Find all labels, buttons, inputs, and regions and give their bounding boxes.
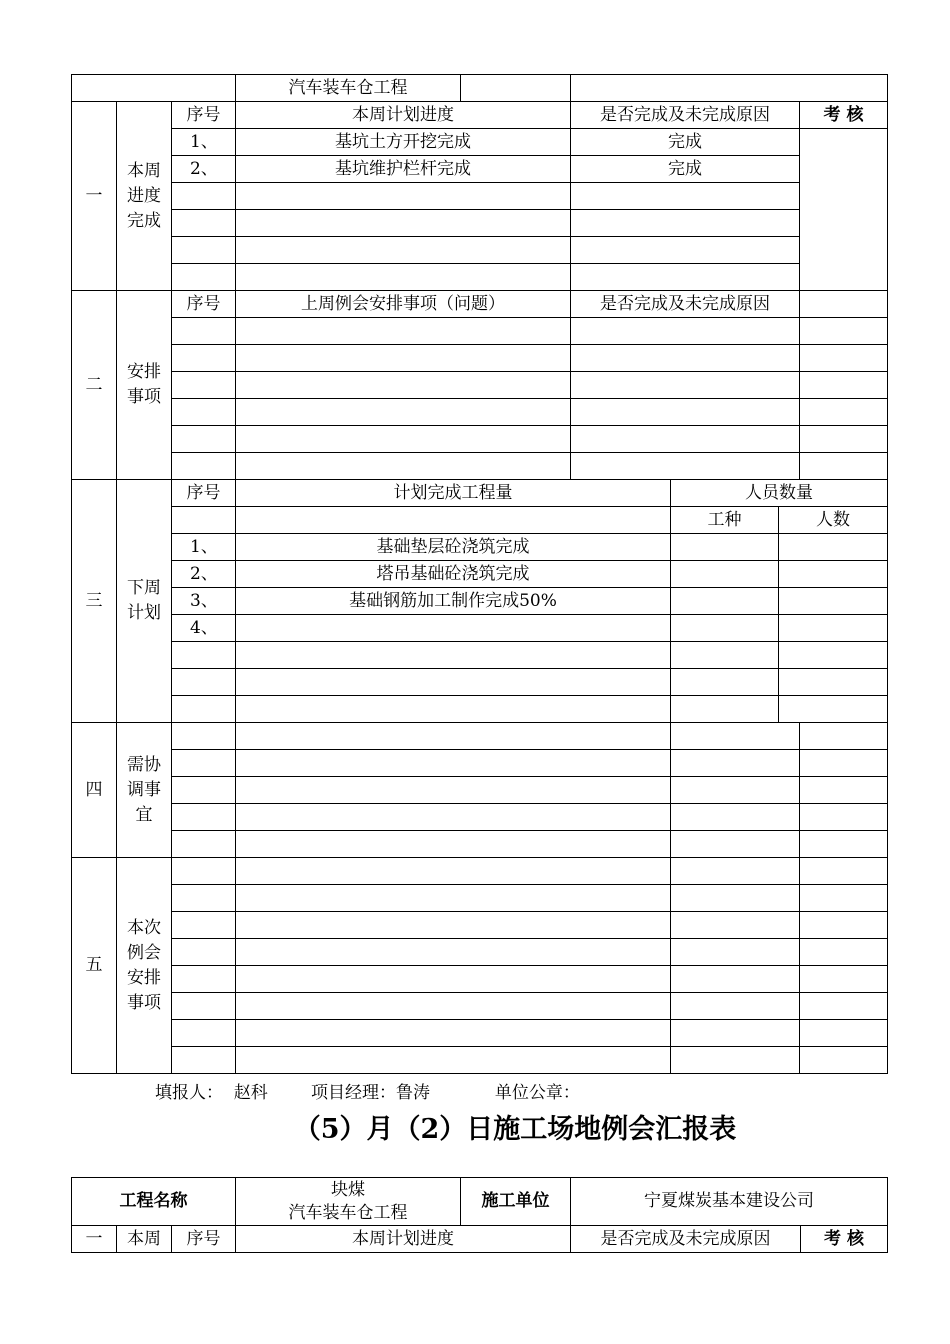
table-row <box>72 1020 888 1047</box>
section3-header-row <box>72 480 888 507</box>
section1-label: 本周 进度 完成 <box>117 102 172 291</box>
table-row <box>72 399 888 426</box>
section2-label: 安排 事项 <box>117 291 172 480</box>
table-row <box>72 966 888 993</box>
project-info-row <box>72 1178 888 1226</box>
section3-number: 三 <box>72 480 117 723</box>
table-row <box>72 237 888 264</box>
report-header-table <box>71 1177 888 1253</box>
subheader-row <box>72 507 888 534</box>
section5-number: 五 <box>72 858 117 1074</box>
filler-field: 填报人： 赵科 <box>155 1083 268 1103</box>
item-header: 上周例会安排事项（问题） <box>236 291 571 318</box>
table-row <box>72 885 888 912</box>
table-row <box>72 183 888 210</box>
table-row <box>72 912 888 939</box>
table-row <box>72 1047 888 1074</box>
section4-number: 四 <box>72 723 117 858</box>
project-label: 工程名称 <box>72 1178 236 1226</box>
seq-header: 序号 <box>172 102 236 129</box>
plan-cell <box>236 615 671 642</box>
table-row <box>72 804 888 831</box>
section2-number: 二 <box>72 291 117 480</box>
project-row <box>72 75 888 102</box>
section1-number: 一 <box>72 1226 117 1253</box>
weekly-report-table <box>71 74 888 1074</box>
manager-field: 项目经理：鲁涛 <box>311 1083 431 1103</box>
seq-cell: 3、 <box>172 588 236 615</box>
section3-label: 下周 计划 <box>117 480 172 723</box>
plan-cell: 基础垫层砼浇筑完成 <box>236 534 671 561</box>
assess-header: 考 核 <box>800 102 888 129</box>
project-value: 块煤 汽车装车仓工程 <box>236 1178 461 1226</box>
seal-field: 单位公章： <box>494 1083 580 1103</box>
seq-header: 序号 <box>172 1226 236 1253</box>
done-cell: 完成 <box>571 156 800 183</box>
seq-cell: 1、 <box>172 534 236 561</box>
plan-cell: 基础钢筋加工制作完成50% <box>236 588 671 615</box>
table-row <box>72 129 888 156</box>
seq-cell: 1、 <box>172 129 236 156</box>
table-row <box>72 210 888 237</box>
assess-header: 考 核 <box>801 1226 888 1253</box>
section1-header-row <box>72 1226 888 1253</box>
table-row <box>72 669 888 696</box>
table-row <box>72 750 888 777</box>
section5-row <box>72 858 888 885</box>
unit-value: 宁夏煤炭基本建设公司 <box>571 1178 888 1226</box>
plan-header: 本周计划进度 <box>236 1226 571 1253</box>
table-row <box>72 993 888 1020</box>
table-row <box>72 345 888 372</box>
assess-cell <box>800 129 888 291</box>
empty-cell <box>72 75 236 102</box>
unit-label: 施工单位 <box>461 1178 571 1226</box>
section4-row <box>72 723 888 750</box>
signature-line <box>155 1078 580 1103</box>
empty-cell <box>800 291 888 318</box>
table-row <box>72 534 888 561</box>
plan-header: 本周计划进度 <box>236 102 571 129</box>
table-row <box>72 588 888 615</box>
section2-header-row <box>72 291 888 318</box>
table-row <box>72 615 888 642</box>
table-row <box>72 264 888 291</box>
table-row <box>72 453 888 480</box>
seq-cell: 2、 <box>172 156 236 183</box>
done-header: 是否完成及未完成原因 <box>571 1226 801 1253</box>
section1-number: 一 <box>72 102 117 291</box>
page-title: （5）月（2）日施工场地例会汇报表 <box>293 1114 737 1145</box>
table-row <box>72 831 888 858</box>
table-row <box>72 777 888 804</box>
seq-cell: 4、 <box>172 615 236 642</box>
empty-cell <box>461 75 571 102</box>
table-row <box>72 561 888 588</box>
table-row <box>72 318 888 345</box>
staff-header: 人员数量 <box>671 480 888 507</box>
count-header: 人数 <box>779 507 888 534</box>
project-name-cell: 汽车装车仓工程 <box>236 75 461 102</box>
table-row <box>72 426 888 453</box>
done-cell: 完成 <box>571 129 800 156</box>
table-row <box>72 696 888 723</box>
plan-cell: 基坑维护栏杆完成 <box>236 156 571 183</box>
section5-label: 本次 例会 安排 事项 <box>117 858 172 1074</box>
done-header: 是否完成及未完成原因 <box>571 102 800 129</box>
section1-label: 本周 <box>117 1226 172 1253</box>
plan-cell: 塔吊基础砼浇筑完成 <box>236 561 671 588</box>
trade-header: 工种 <box>671 507 779 534</box>
seq-header: 序号 <box>172 480 236 507</box>
table-row <box>72 372 888 399</box>
seq-header: 序号 <box>172 291 236 318</box>
plan-header: 计划完成工程量 <box>236 480 671 507</box>
table-row <box>72 156 888 183</box>
done-header: 是否完成及未完成原因 <box>571 291 800 318</box>
empty-cell <box>571 75 888 102</box>
table-row <box>72 939 888 966</box>
plan-cell: 基坑土方开挖完成 <box>236 129 571 156</box>
seq-cell: 2、 <box>172 561 236 588</box>
table-row <box>72 642 888 669</box>
section4-label: 需协 调事 宜 <box>117 723 172 858</box>
section1-header-row <box>72 102 888 129</box>
